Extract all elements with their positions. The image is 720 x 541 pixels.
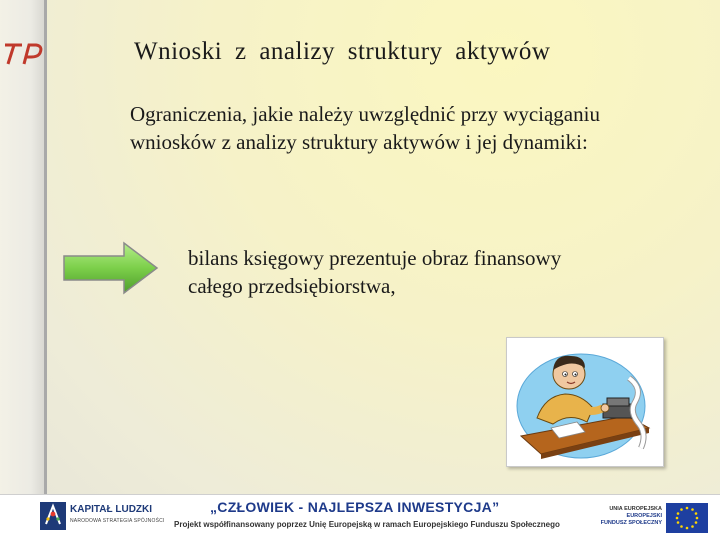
eu-label — [600, 506, 662, 527]
project-note: Projekt współfinansowany poprzez Unię Europejską w ramach Europejskiego Funduszu Społecznego — [174, 520, 560, 529]
kapital-ludzki-logo — [38, 500, 68, 532]
slide-title: Wnioski z analizy struktury aktywów — [134, 38, 551, 65]
slogan: „CZŁOWIEK - NAJLEPSZA INWESTYCJA” — [210, 499, 500, 515]
intro-paragraph: Ograniczenia, jakie należy uwzględnić przy wyciąganiu wniosków z analizy struktury aktywów i jej dynamiki: — [130, 102, 600, 154]
left-decorative-bar — [0, 0, 47, 496]
eu-label-line3: FUNDUSZ SPOŁECZNY — [600, 520, 662, 526]
man-at-desk-clipart — [506, 337, 664, 467]
eu-label-line1: UNIA EUROPEJSKA — [609, 506, 662, 512]
tp-logo — [2, 40, 44, 66]
right-arrow-icon — [62, 240, 160, 296]
eu-label-line2: EUROPEJSKI — [626, 513, 662, 519]
kapital-ludzki-title: KAPITAŁ LUDZKI — [70, 504, 153, 515]
bullet-text: bilans księgowy prezentuje obraz finansowy całego przedsiębiorstwa, — [188, 246, 562, 298]
eu-flag-icon — [666, 503, 708, 533]
kapital-ludzki-subtitle: NARODOWA STRATEGIA SPÓJNOŚCI — [70, 518, 165, 524]
